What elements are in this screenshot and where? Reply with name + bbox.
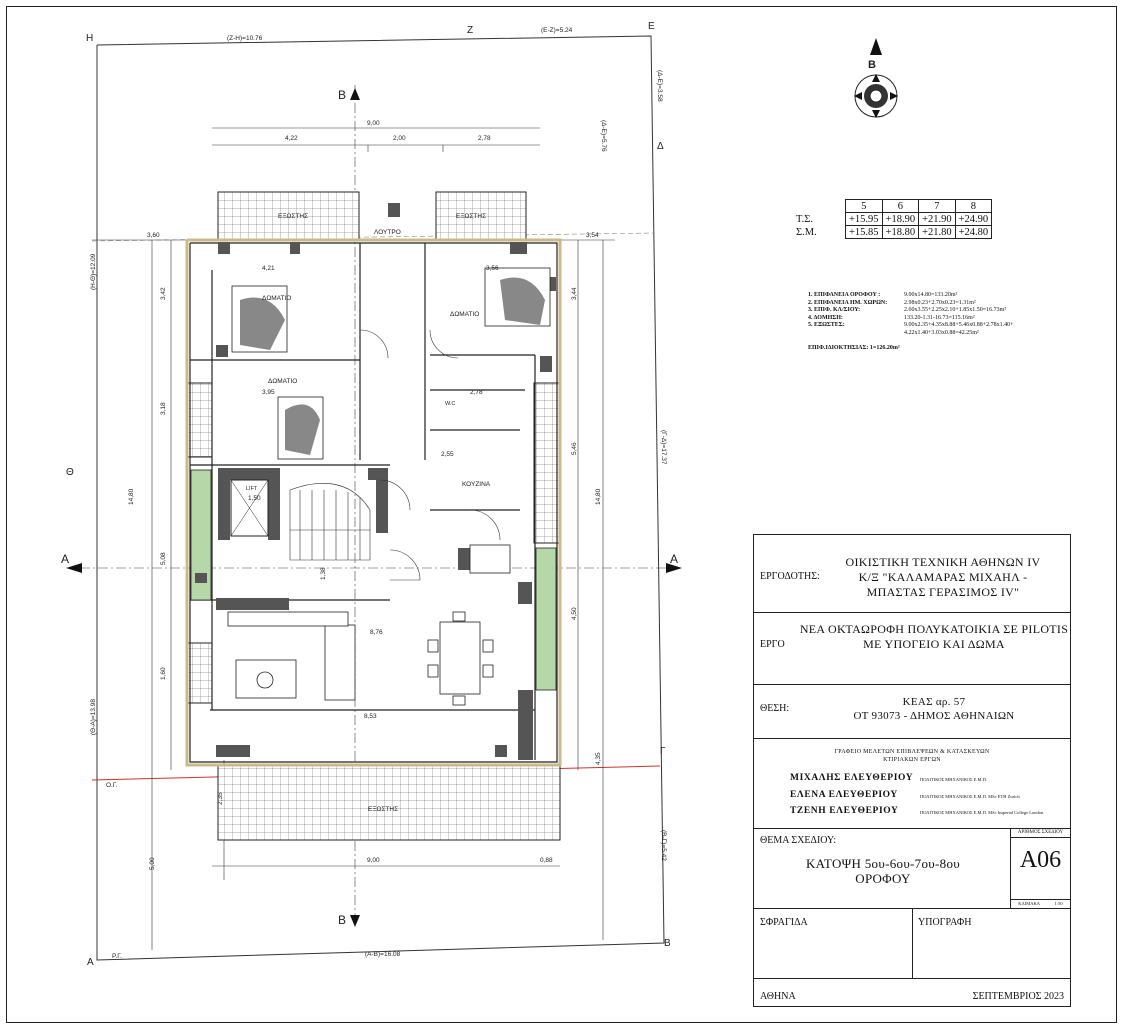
level-row-label: Τ.Σ. [796, 213, 813, 225]
dim-342: 3,42 [160, 287, 167, 300]
dim-360: 3,60 [147, 232, 160, 239]
client-section [754, 535, 1070, 613]
project-label: ΕΡΓΟ [760, 639, 785, 650]
dim-450: 4,50 [571, 607, 578, 620]
dim-900-top: 9,00 [367, 120, 380, 127]
room-bedroom-3: ΔΩΜΑΤΙΟ [268, 378, 298, 385]
area-value: 133.20-1.31-16.73=115.16m² [904, 314, 975, 321]
dim-200: 2,00 [393, 135, 406, 142]
dim-235: 2,35 [217, 792, 224, 805]
room-bedroom-1: ΔΩΜΑΤΙΟ [262, 295, 292, 302]
level-header: 7 [919, 200, 956, 213]
level-cell: +18.90 [882, 213, 919, 226]
stamp-divider [912, 909, 913, 978]
dim-a-b: (A-B)=16.08 [365, 951, 401, 958]
person-name: ΕΛΕΝΑ ΕΛΕΥΘΕΡΙΟΥ [790, 790, 898, 800]
dim-546: 5,46 [571, 442, 578, 455]
dim-g-d: (Γ-Δ)=17.37 [660, 430, 667, 465]
subject-label: ΘΕΜΑ ΣΧΕΔΙΟΥ: [760, 835, 837, 846]
dim-z-h: (Z-H)=10.76 [227, 35, 263, 42]
dim-138: 1,38 [320, 567, 327, 580]
person-note: ΠΟΛΙΤΙΚΟΣ ΜΗΧΑΝΙΚΟΣ Ε.Μ.Π. [920, 777, 988, 782]
og-label: Ο.Γ. [106, 782, 118, 789]
level-row-label: Σ.Μ. [796, 226, 817, 238]
dim-b-g: (B-Γ)=5.42 [660, 830, 667, 861]
area-value: 2.98x0.23+2.70x0.23=1.31m² [904, 299, 976, 306]
dim-e-z: (E-Z)=5.24 [541, 27, 573, 34]
grid-label-z: Z [467, 25, 474, 36]
person-name: ΤΖΕΝΗ ΕΛΕΥΘΕΡΙΟΥ [790, 806, 899, 816]
dim-theta-a: (Θ-A)=13.98 [90, 699, 97, 735]
client-line-2: Κ/Ξ "ΚΑΛΑΜΑΡΑΣ ΜΙΧΑΗΛ - [858, 570, 1028, 584]
area-value: 9.00x2.35+4.35x8.88+5.46x0.88+2.78x1.40+ 4.22x1.40+3.03x0.88=42.25m² [904, 322, 1014, 336]
area-key: 5. ΕΞΩΣΤΕΣ: [808, 322, 845, 328]
dim-500: 5,00 [149, 857, 156, 870]
dim-356: 3,56 [486, 265, 499, 272]
dim-1480-left: 14,80 [128, 488, 135, 505]
area-key: 3. ΕΠΙΦ. ΚΛ/ΣΙΟΥ: [808, 307, 861, 313]
subject-section [754, 829, 1070, 909]
dim-508: 5,08 [160, 552, 167, 565]
level-header: 5 [846, 200, 883, 213]
area-row [808, 315, 1044, 323]
drawing-code-box [1010, 829, 1070, 908]
dim-278b: 2,78 [470, 389, 483, 396]
dim-900-bottom: 9,00 [367, 857, 380, 864]
level-cell: +24.90 [955, 213, 992, 226]
scale-row [1011, 899, 1070, 908]
pg-label: Ρ.Γ. [112, 953, 122, 960]
office-line-1: ΓΡΑΦΕΙΟ ΜΕΛΕΤΩΝ ΕΠΙΒΛΕΨΕΩΝ & ΚΑΤΑΣΚΕΥΩΝ [834, 749, 990, 755]
room-balcony-tl: ΕΞΩΣΤΗΣ [278, 213, 309, 220]
section-arrow-bottom [350, 915, 360, 927]
staircase [290, 483, 370, 560]
dim-de-a: (Δ-E)=3.58 [656, 70, 663, 102]
section-label-a-right: A [670, 552, 679, 566]
person-note: ΠΟΛΙΤΙΚΟΣ ΜΗΧΑΝΙΚΟΣ Ε.Μ.Π. MSc Imperial College London [920, 810, 1044, 815]
section-label-b-bottom: B [338, 913, 347, 927]
drawing-code: A06 [1019, 847, 1062, 873]
area-value: 2.60x3.55+2.25x2.10+1.85x1.50=16.73m² [904, 307, 1007, 313]
north-label: B [868, 59, 876, 71]
city-label: ΑΘΗΝΑ [760, 991, 796, 1002]
area-key: 4. ΔΟΜΗΣΗ: [808, 314, 843, 321]
location-section [754, 685, 1070, 739]
room-lift: LIFT [246, 486, 258, 492]
grid-label-theta: Θ [66, 467, 74, 478]
level-cell: +21.90 [919, 213, 956, 226]
stamp-section [754, 909, 1070, 979]
scale-label: ΚΛΙΜΑΚΑ [1018, 901, 1041, 906]
balcony-left-lower [187, 643, 212, 703]
office-line-2: ΚΤΙΡΙΑΚΩΝ ΕΡΓΩΝ [883, 757, 941, 763]
location-label: ΘΕΣΗ: [760, 703, 790, 714]
grid-label-b: B [664, 938, 671, 949]
area-key: 2. ΕΠΙΦΑΝΕΙΑ ΗΜ. ΧΩΡΩΝ: [808, 299, 888, 306]
level-cell: +24.80 [955, 226, 992, 239]
area-sum: ΕΠΙΦ.ΙΔΙΟΚΤΗΣΙΑΣ: 1=126.20m² [808, 345, 900, 351]
section-label-a-left: A [61, 552, 70, 566]
dim-318: 3,18 [160, 402, 167, 415]
room-kitchen: ΚΟΥΖΙΝΑ [462, 481, 491, 488]
room-bedroom-2: ΔΩΜΑΤΙΟ [450, 311, 480, 318]
north-arrow [854, 38, 898, 118]
dim-853: 8,53 [364, 713, 377, 720]
dim-1480-right: 14,80 [595, 488, 602, 505]
client-line-3: ΜΠΑΣΤΑΣ ΓΕΡΑΣΙΜΟΣ IV" [866, 585, 1020, 599]
dim-344: 3,44 [571, 287, 578, 300]
dim-255: 2,55 [441, 451, 454, 458]
dim-h-theta: (H-Θ)=12.09 [90, 253, 97, 290]
subject-line-1: ΚΑΤΟΨΗ 5ου-6ου-7ου-8ου [805, 856, 960, 871]
green-panel-right [536, 548, 556, 690]
dim-354: 3,54 [586, 232, 599, 239]
grid-label-delta: Δ [657, 141, 664, 152]
office-section [754, 739, 1070, 829]
location-line-2: ΟΤ 93073 - ΔΗΜΟΣ ΑΘΗΝΑΙΩΝ [853, 710, 1015, 722]
date-label: ΣΕΠΤΕΜΒΡΙΟΣ 2023 [972, 991, 1064, 1002]
balcony-right [534, 383, 560, 543]
area-row [808, 300, 1044, 308]
section-label-b-top: B [338, 88, 347, 102]
room-balcony-tr: ΕΞΩΣΤΗΣ [456, 213, 487, 220]
title-block [753, 534, 1071, 1007]
dim-395: 3,95 [262, 389, 275, 396]
levels-table [793, 199, 992, 239]
project-section [754, 613, 1070, 685]
dim-160: 1,60 [160, 667, 167, 680]
dim-435: 4,35 [595, 752, 602, 765]
grid-label-a: A [87, 957, 94, 968]
area-row [808, 322, 1044, 337]
scale-value: 1:50 [1054, 901, 1063, 906]
signature-label: ΥΠΟΓΡΑΦΗ [918, 917, 972, 928]
room-wc: W.C [445, 401, 456, 407]
balcony-bottom [218, 765, 560, 840]
dim-278: 2,78 [478, 135, 491, 142]
person-note: ΠΟΛΙΤΙΚΟΣ ΜΗΧΑΝΙΚΟΣ Ε.Μ.Π. MSc ETH Zurich [920, 794, 1020, 799]
dim-088: 0,88 [540, 857, 553, 864]
grid-label-gamma: Γ [660, 746, 666, 757]
person-name: ΜΙΧΑΛΗΣ ΕΛΕΥΘΕΡΙΟΥ [790, 773, 914, 783]
area-row [808, 292, 1044, 300]
area-key: 1. ΕΠΙΦΑΝΕΙΑ ΟΡΟΦΟΥ : [808, 292, 881, 298]
project-line-1: ΝΕΑ ΟΚΤΑΩΡΟΦΗ ΠΟΛΥΚΑΤΟΙΚΙΑ ΣΕ PILOTIS [799, 622, 1069, 636]
subject-line-2: ΟΡΟΦΟΥ [855, 871, 911, 886]
section-arrow-top [350, 88, 360, 100]
dim-422: 4,22 [285, 135, 298, 142]
dim-876: 8,76 [370, 629, 383, 636]
grid-label-h: H [86, 33, 94, 44]
area-value: 9.00x14.80=133.20m² [904, 292, 958, 298]
area-row [808, 307, 1044, 315]
level-cell: +15.85 [846, 226, 883, 239]
level-cell: +21.80 [919, 226, 956, 239]
level-cell: +15.95 [846, 213, 883, 226]
dim-150: 1,50 [248, 495, 261, 502]
client-line-1: ΟΙΚΙΣΤΙΚΗ ΤΕΧΝΙΚΗ ΑΘΗΝΩΝ IV [845, 555, 1041, 569]
client-label: ΕΡΓΟΔΟΤΗΣ: [760, 571, 820, 582]
level-header: 6 [882, 200, 919, 213]
location-line-1: ΚΕΑΣ αρ. 57 [902, 696, 966, 708]
level-header: 8 [955, 200, 992, 213]
room-bathroom: ΛΟΥΤΡΟ [374, 229, 401, 236]
room-balcony-bottom: ΕΞΩΣΤΗΣ [368, 806, 399, 813]
dim-de-b: (Δ-E)=5.76 [600, 120, 607, 152]
drawing-code-caption: ΑΡΙΘΜΟΣ ΣΧΕΔΙΟΥ [1011, 829, 1070, 838]
level-cell: +18.80 [882, 226, 919, 239]
balcony-left [187, 383, 212, 457]
dim-421: 4,21 [262, 265, 275, 272]
project-line-2: ΜΕ ΥΠΟΓΕΙΟ ΚΑΙ ΔΩΜΑ [863, 637, 1005, 651]
grid-label-e: E [648, 21, 655, 32]
stamp-label: ΣΦΡΑΓΙΔΑ [760, 917, 808, 928]
area-notes [808, 292, 1044, 353]
door-swings [360, 330, 500, 580]
